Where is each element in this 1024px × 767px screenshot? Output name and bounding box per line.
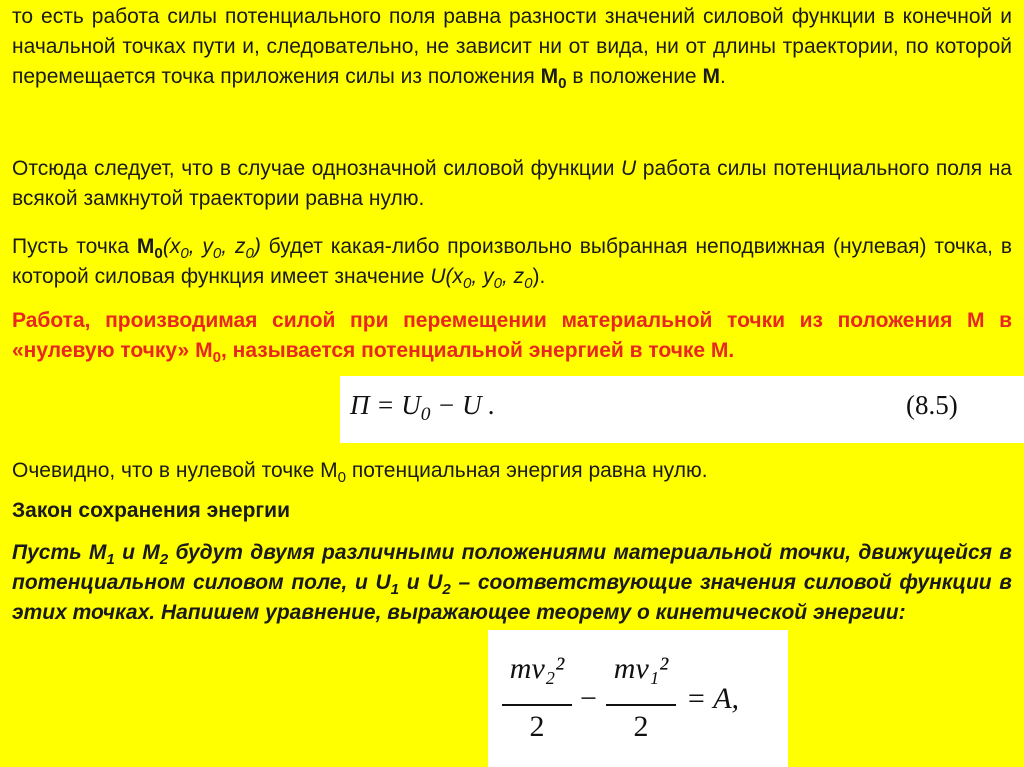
fraction-initial-kinetic: mv₁² 2 xyxy=(606,648,676,748)
paragraph-zero-point: Пусть точка $M_0(x_0$, $y_0$, $z_0$) будет какая-либо произвольно выбранная неподвижная (нулевая) точка, в которой силовая функция имеет значение $U(x_0$, $y_0$, $z_0$). xyxy=(12,235,1012,292)
paragraph-work-potential-field: то есть работа силы потенциального поля равна разности значений силовой функции в конечной и начальной точках пути и, следовательно, не зависит ни от вида, ни от длины траектории, по которой перемещается точка приложения силы из положения $M_0$ в положение M. xyxy=(12,5,1012,92)
equals-work: = A, xyxy=(686,682,740,715)
fraction-final-kinetic: mv₂² 2 xyxy=(502,648,572,748)
formula-number: (8.5) xyxy=(906,390,958,420)
minus-sign: − xyxy=(580,682,597,715)
formula-box-8-5 xyxy=(340,376,1024,443)
point-m0: $M_0$ xyxy=(540,65,567,92)
paragraph-energy-conservation: Пусть $M_1$ и $M_2$ будут двумя различными положениями материальной точки, движущейся в потенциальном силовом поле, и $U_1$ и $U_2$ – соответствующие значения силовой функции в этих точках. Напишем уравнение, выражающее теорему о кинетической энергии: xyxy=(12,541,1012,624)
force-function-u: U xyxy=(621,157,637,180)
formula-potential-energy: $П = U_0 - U$ . xyxy=(350,390,496,426)
formula-box-kinetic xyxy=(488,630,788,767)
section-heading: Закон сохранения энергии xyxy=(12,499,290,522)
paragraph-closed-trajectory: Отсюда следует, что в случае однозначной силовой функции U работа силы потенциального поля на всякой замкнутой траектории равна нулю. xyxy=(12,157,1012,210)
definition-potential-energy: Работа, производимая силой при перемещении материальной точки из положения M в «нулевую точку» $M_0$, называется потенциальной энергией в точке M. xyxy=(12,309,1012,366)
point-m0: $M_0$ xyxy=(136,235,163,262)
paragraph-zero-energy: Очевидно, что в нулевой точке $M_0$ потенциальная энергия равна нулю. xyxy=(12,459,708,486)
point-m: M xyxy=(702,65,720,88)
